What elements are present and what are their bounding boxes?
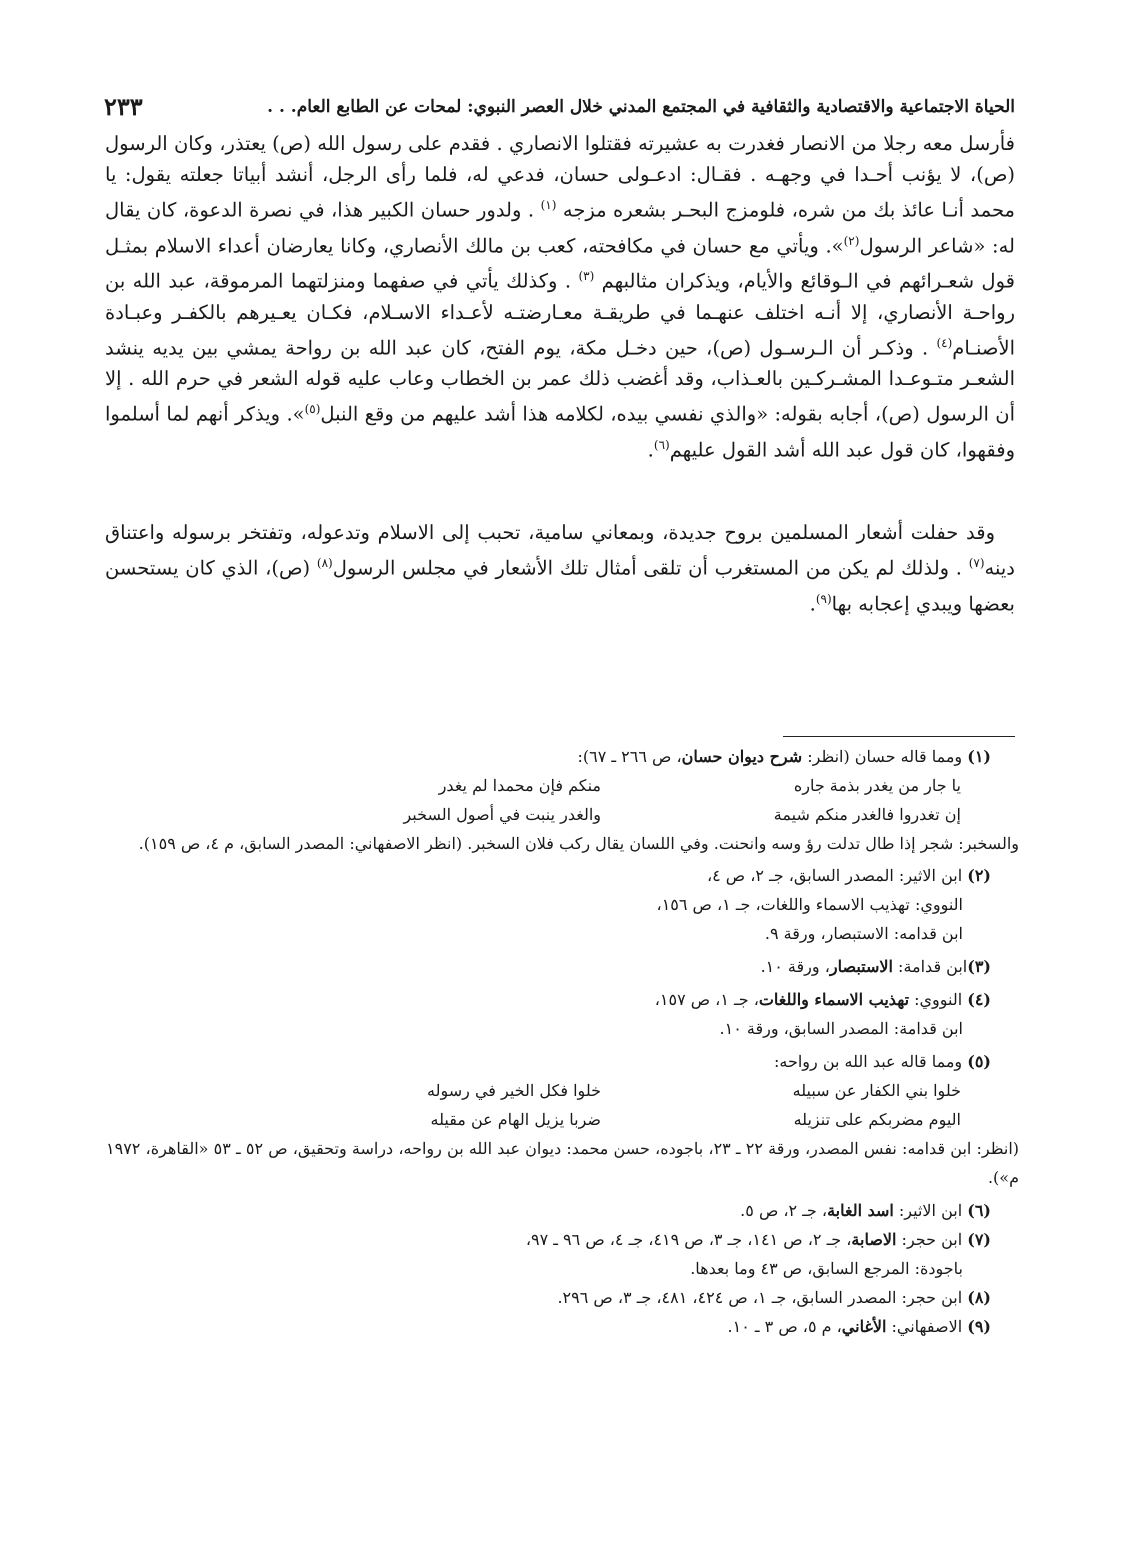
footnote-4-detail: ، جـ ١، ص ١٥٧، (654, 990, 759, 1009)
footnote-4 (106, 985, 991, 1014)
footnote-2-line-3 (106, 919, 991, 948)
footnote-separator (783, 736, 1015, 737)
footnote-9 (106, 1312, 991, 1341)
footnote-ref-9[interactable]: (٩) (815, 591, 832, 606)
footnote-4-author: النووي: (909, 990, 963, 1009)
page-number: ٢٣٣ (104, 92, 143, 121)
paragraph-1-text-1: فأرسل معه رجلا من الانصار فغدرت به عشيرته فقتلوا الانصاري . فقدم على رسول الله (ص) يعتذر، وكان الرسول (ص)، لا يؤنب أحـدا في وجهـه . فقـال: ادعـولى حسان، فدعي له، فلما رأى الرجل، أنشد أبياتا جعلته يقول: يا محمد أنـا عائذ بك من شره، فلومزج البحـر بشعره مزجه (105, 132, 1015, 222)
paragraph-1-text-4: . وكذلك يأتي في صفهما ومنزلتهما المرموقة، عبد الله بن رواحـة الأنصاري، إلا أنـه اختلف عنهـما في طريقـة معـارضتـه لأعـداء الاسـلام، فكـان يعـيرهم بالكفـر وعبـادة الأصنـام (105, 269, 1015, 359)
footnote-6-author: ابن الاثير: (893, 1201, 963, 1220)
footnote-4-title: تهذيب الاسماء واللغات (758, 990, 910, 1009)
running-head-title: الحياة الاجتماعية والاقتصادية والثقافية في المجتمع المدني خلال العصر النبوي: لمحات عن الطابع العام. . . (267, 97, 1015, 117)
footnote-1 (106, 742, 991, 771)
footnote-ref-6[interactable]: (٦) (653, 437, 670, 452)
footnote-5-reference (106, 1134, 1019, 1192)
footnote-3-number: (٣) (967, 957, 991, 976)
paragraph-2-text-4: . (809, 592, 816, 615)
footnote-2-author: النووي: (909, 895, 963, 914)
footnote-8 (106, 1283, 991, 1312)
footnote-3 (106, 952, 991, 981)
footnote-9-detail: ، م ٥، ص ٣ ـ ١٠. (727, 1317, 842, 1336)
verse-hemistich: إن تغدروا فالغدر منكم شيمة (773, 805, 961, 824)
footnote-7-detail: ، جـ ٢، ص ١٤١، جـ ٣، ص ٤١٩، جـ ٤، ص ٩٦ ـ ٩٧، (525, 1230, 852, 1249)
paragraph-2-text-1: وقد حفلت أشعار المسلمين بروح جديدة، وبمعاني سامية، تحبب إلى الاسلام وتدعوله، وتفتخر برسوله واعتناق دينه (105, 521, 1015, 580)
footnote-1-number: (١) (967, 747, 991, 766)
footnote-6 (106, 1196, 991, 1225)
footnotes (106, 742, 1020, 1341)
verse-hemistich: خلوا بني الكفار عن سبيله (792, 1081, 961, 1100)
verse-hemistich: والغدر ينبت في أصول السخبر (403, 805, 601, 824)
footnote-2-number: (٢) (967, 866, 991, 885)
body-text (105, 128, 1015, 619)
footnote-2-line-2 (106, 890, 991, 919)
paragraph-2-text-3: (ص)، الذي كان يستحسن بعضها ويبدي إعجابه بها (105, 556, 1015, 615)
footnote-6-detail: ، جـ ٢، ص ٥. (740, 1201, 828, 1220)
footnote-2-detail: ، جـ ١، ص ١٥٦، (656, 895, 761, 914)
footnote-4-number: (٤) (967, 990, 991, 1009)
footnote-ref-7[interactable]: (٧) (968, 556, 985, 570)
footnote-7-line-2: باجودة: المرجع السابق، ص ٤٣ وما بعدها. (690, 1259, 963, 1278)
footnote-5-ref-title: ديوان عبد الله بن رواحه (403, 1139, 562, 1158)
paragraph-1-text-7: . (647, 438, 654, 461)
footnote-9-title: الأغاني (841, 1317, 887, 1336)
footnote-3-title: الاستبصار (829, 957, 893, 976)
verse-hemistich: خلوا فكل الخير في رسوله (427, 1081, 601, 1100)
footnote-1-note: والسخبر: شجر إذا طال تدلت رؤ وسه وانحنت. وفي اللسان يقال ركب فلان السخبر. (انظر الاصفهاني: المصدر السابق، م ٤، ص ١٥٩). (138, 834, 1019, 853)
footnote-ref-1[interactable]: (١) (540, 198, 557, 212)
footnote-3-author: ابن قدامة: (892, 957, 968, 976)
footnote-1-verse-1 (106, 771, 991, 800)
footnote-2-detail: ، ورقة ٩. (764, 924, 826, 943)
footnote-9-author: الاصفهاني: (886, 1317, 963, 1336)
footnote-ref-5[interactable]: (٥) (304, 402, 321, 416)
footnote-ref-2[interactable]: (٢) (843, 233, 860, 248)
verse-hemistich: اليوم مضربكم على تنزيله (793, 1110, 961, 1129)
footnote-5-number: (٥) (967, 1052, 991, 1071)
footnote-1-pages: ، ص ٢٦٦ ـ ٦٧): (577, 747, 682, 766)
paragraph-1-text-2: . ولدور حسان الكبير هذا، في نصرة الدعوة، كان يقال له: «شاعر الرسول (105, 198, 1015, 257)
footnote-4-line-2: ابن قدامة: المصدر السابق، ورقة ١٠. (719, 1019, 963, 1038)
verse-hemistich: منكم فإن محمدا لم يغدر (438, 776, 601, 795)
footnote-5-verse-1 (106, 1076, 991, 1105)
footnote-1-verse-2 (106, 800, 991, 829)
footnote-8-number: (٨) (967, 1288, 991, 1307)
footnote-5-ref-b: ، دراسة وتحقيق، ص ٥٢ ـ ٥٣ «القاهرة، ١٩٧٢ م»). (106, 1139, 1019, 1187)
footnote-2-title: الاستبصار (825, 924, 889, 943)
footnote-5-verse-2 (106, 1105, 991, 1134)
paragraph-1-text-3: ». ويأتي مع حسان في مكافحته، كعب بن مالك الأنصاري، وكانا يعارضان أعداء الاسلام بمثـل قول شعـرائهم في الـوقائع والأيام، ويذكران مثالبهم (105, 234, 1015, 293)
verse-hemistich: ضربا يزيل الهام عن مقيله (430, 1110, 601, 1129)
footnote-2-author: ابن قدامه: (888, 924, 963, 943)
paragraph-2 (105, 517, 1015, 619)
footnote-7-number: (٧) (967, 1230, 991, 1249)
footnote-7 (106, 1225, 991, 1254)
footnote-3-detail: ، ورقة ١٠. (760, 957, 830, 976)
verse-hemistich: يا جار من يغدر بذمة جاره (793, 776, 961, 795)
footnote-5 (106, 1047, 991, 1076)
running-head (104, 92, 1023, 122)
footnote-1-intro: ومما قاله حسان (انظر: (802, 747, 963, 766)
footnote-6-number: (٦) (967, 1201, 991, 1220)
footnote-2-line-1: ابن الاثير: المصدر السابق، جـ ٢، ص ٤، (706, 866, 963, 885)
footnote-6-title: اسد الغابة (827, 1201, 894, 1220)
footnote-1-source: شرح ديوان حسان (681, 747, 803, 766)
footnote-7-author: ابن حجر: (896, 1230, 963, 1249)
footnote-9-number: (٩) (967, 1317, 991, 1336)
footnote-5-intro: ومما قاله عبد الله بن رواحه: (773, 1052, 963, 1071)
footnote-ref-8[interactable]: (٨) (316, 556, 333, 570)
paragraph-1-text-6: ». ويذكر أنهم لما أسلموا وفقهوا، كان قول عبد الله أشد القول عليهم (105, 402, 1015, 461)
paragraph-1 (105, 128, 1015, 465)
footnote-ref-3[interactable]: (٣) (578, 269, 595, 283)
footnote-2-title: تهذيب الاسماء واللغات (760, 895, 910, 914)
footnote-5-ref-a: (انظر: ابن قدامه: نفس المصدر، ورقة ٢٢ ـ ٢٣، باجوده، حسن محمد: (561, 1139, 1020, 1158)
footnote-2 (106, 861, 991, 890)
footnote-8-text: ابن حجر: المصدر السابق، جـ ١، ص ٤٢٤، ٤٨١، جـ ٣، ص ٢٩٦. (557, 1288, 963, 1307)
footnote-ref-4[interactable]: (٤) (936, 335, 953, 350)
paragraph-2-text-2: . ولذلك لم يكن من المستغرب أن تلقى أمثال تلك الأشعار في مجلس الرسول (332, 556, 962, 580)
footnote-7-title: الاصابة (851, 1230, 897, 1249)
paragraph-1-text-5: . وذكـر أن الـرسـول (ص)، حين دخـل مكة، يوم الفتح، كان عبد الله بن رواحة يمشي بين يديه ينشد الشعـر متـوعـدا المشـركـين بالعـذاب، وقد أغضب ذلك عمر بن الخطاب وعاب عليه قوله الشعر في حرم الله . إلا أن الرسول (ص)، أجابه بقوله: «والذي نفسي بيده، لكلامه هذا أشد عليهم من وقع النبل (105, 336, 1015, 426)
